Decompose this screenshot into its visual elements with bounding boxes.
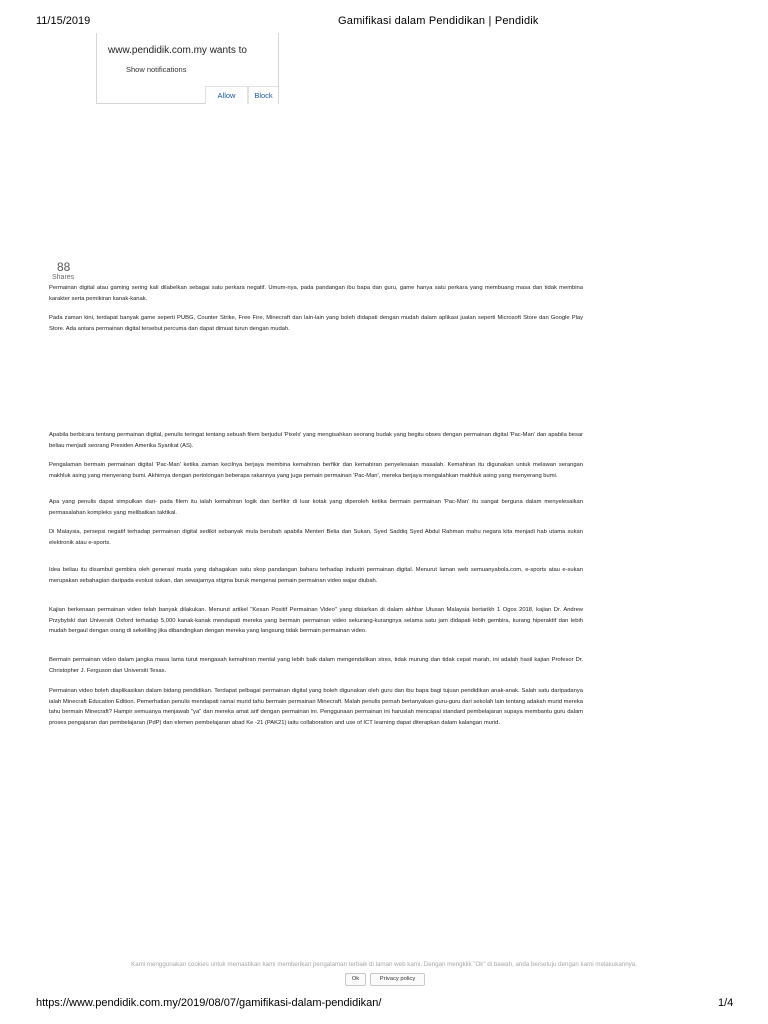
article-paragraph: Pada zaman kini, terdapat banyak game seperti PUBG, Counter Strike, Free Fire, Minecraft dan lain-lain yang boleh didapati dengan mudah dalam aplikasi jualan seperti Microsoft Store dan Google Play Store. Ada antara permainan digital tersebut percuma dan dapat dimuat turun dengan mudah. <box>49 315 583 332</box>
article-paragraph: Bermain permainan video dalam jangka masa lama turut mengasah kemahiran mental yang lebih baik dalam mengendalikan stres, tidak murung dan tidak cepat marah, ini adalah hasil kajian Profesor Dr. Christopher J. Ferguson dari Universiti Texas. <box>49 657 583 674</box>
cookie-ok-button[interactable]: Ok <box>345 973 366 986</box>
article-paragraph: Permainan video boleh diaplikasikan dalam bidang pendidikan. Terdapat pelbagai permainan digital yang boleh digunakan oleh guru dan ibu bapa bagi tujuan pendidikan anak-anak. Salah satu daripadanya ialah Minecraft Education Edition. Pemerhatian penulis mendapati ramai murid tahu bermain permainan Minecraft. Malah penulis pernah bertanyakan guru-guru dari sekolah lain tentang adakah murid mereka tahu bermain Minecraft? Hampir semuanya menjawab "ya" dan mereka amat arif dengan permainan ini. Penggunaan permainan ini haruslah mencapai standard pembelajaran supaya membantu guru dalam proses pengajaran dan pembelajaran (PdP) dan elemen pembelajaran abad Ke -21 (PAK21) iaitu collaboration and use of ICT learning dapat diterapkan dalam kalangan murid. <box>49 688 583 726</box>
page-title: Gamifikasi dalam Pendidikan | Pendidik <box>338 15 539 27</box>
article-paragraph: Permainan digital atau gaming sering kali dilabelkan sebagai satu perkara negatif. Umum-nya, pada pandangan ibu bapa dan guru, game hanya satu perkara yang membuang masa dan tidak membina karakter serta pemikiran kanak-kanak. <box>49 285 583 302</box>
page-url: https://www.pendidik.com.my/2019/08/07/gamifikasi-dalam-pendidikan/ <box>36 997 382 1009</box>
block-button[interactable]: Block <box>248 86 278 104</box>
cookie-notice: Kami menggunakan cookies untuk memastikan kami memberikan pengalaman terbaik di laman web kami. Dengan mengklik "Ok" di bawah, anda bersetuju dengan kami melakukannya. <box>131 961 637 968</box>
shares-count: 88 <box>57 260 71 274</box>
article-paragraph: Pengalaman bermain permainan digital 'Pac-Man' ketika zaman kecilnya berjaya membina kemahiran berfikir dan kemahiran penyelesaian masalah. Kemahiran itu digunakan untuk melawan serangan makhluk asing yang menyerang bumi. Akhirnya dengan pertolongan beberapa rakannya yang juga pemain permainan 'Pac-Man', mereka berjaya mengalahkan makhluk asing yang menyerang bumi. <box>49 462 583 479</box>
page-number: 1/4 <box>718 997 734 1009</box>
shares-label: Shares <box>52 274 75 281</box>
article-paragraph: Apa yang penulis dapat simpulkan dari- pada filem itu ialah kemahiran logik dan berfikir di luar kotak yang diperoleh ketika bermain permainan 'Pac-Man' itu sangat berguna dalam menyelesaikan permasalahan kompleks yang melibatkan taktikal. <box>49 499 583 516</box>
article-paragraph: Apabila berbicara tentang permainan digital, penulis teringat tentang sebuah filem berjudul 'Pixels' yang mengisahkan seorang budak yang begitu obses dengan permainan digital 'Pac-Man' dan apabila besar beliau menjadi seorang Presiden Amerika Syarikat (AS). <box>49 432 583 449</box>
article-paragraph: Kajian berkenaan permainan video telah banyak dilakukan. Menurut artikel "Kesan Positif Permainan Video" yang disiarkan di dalam akhbar Utusan Malaysia bertarikh 1 Ogos 2018, kajian Dr. Andrew Przybylski dari Universiti Oxford terhadap 5,000 kanak-kanak mendapati mereka yang bermain permainan video sekurang-kurangnya selama satu jam didapati lebih gembira, kurang hiperaktif dan lebih mudah bergaul dengan orang di sekeliling jika dibandingkan dengan mereka yang langsung tidak bermain permainan video. <box>49 607 583 634</box>
notification-site: www.pendidik.com.my wants to <box>108 45 247 56</box>
notification-message: Show notifications <box>126 65 187 74</box>
allow-button[interactable]: Allow <box>205 86 248 104</box>
article-paragraph: Di Malaysia, persepsi negatif terhadap permainan digital sedikit sebanyak mula berubah apabila Menteri Belia dan Sukan, Syed Saddiq Syed Abdul Rahman mahu negara kita menjadi hab utama sukan elektronik atau e-sports. <box>49 529 583 546</box>
print-date: 11/15/2019 <box>36 15 91 27</box>
privacy-policy-button[interactable]: Privacy policy <box>370 973 425 986</box>
article-paragraph: Idea beliau itu disambut gembira oleh generasi muda yang dahagakan satu skop pandangan baharu terhadap industri permainan digital. Menurut laman web semuanyabola.com, e-sports atau e-sukan merupakan sebahagian daripada evolusi sukan, dan sewajarnya stigma buruk mengenai pemain permainan video wajar diubah. <box>49 567 583 584</box>
notification-permission-prompt <box>96 33 279 104</box>
